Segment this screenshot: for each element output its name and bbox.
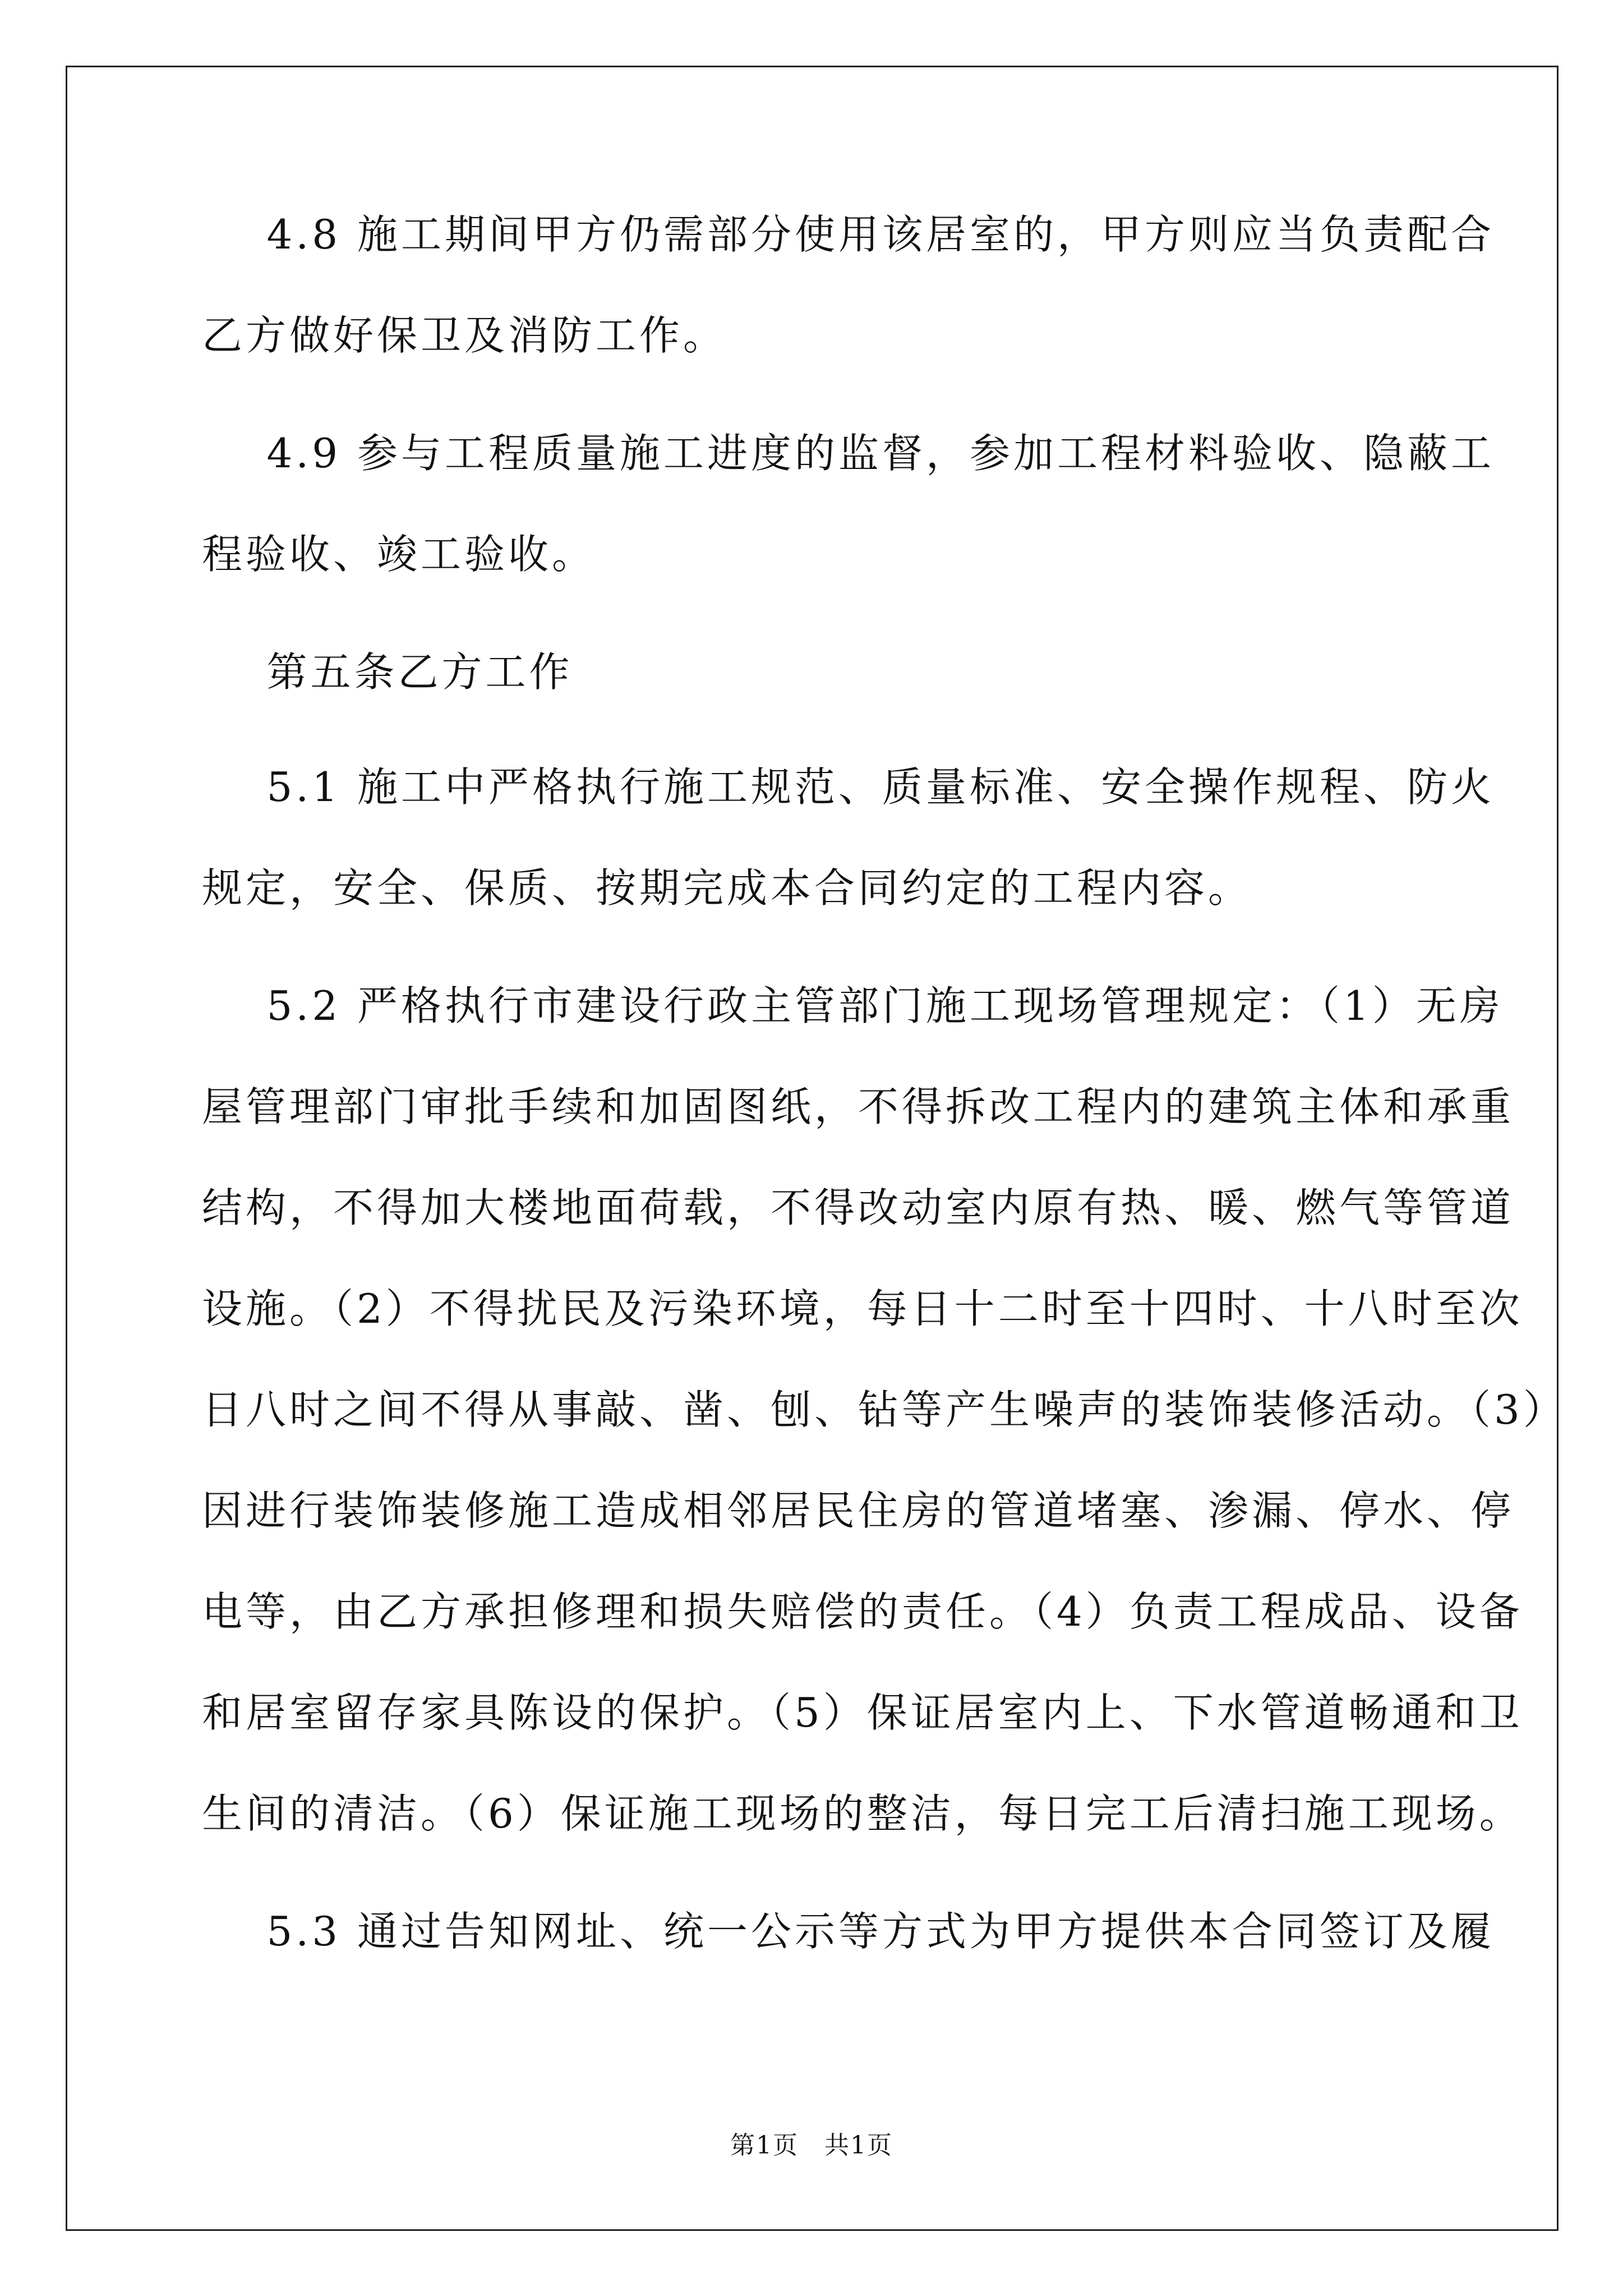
- text-line: 5.1 施工中严格执行施工规范、质量标准、安全操作规程、防火: [202, 763, 1495, 811]
- text-line: 乙方做好保卫及消防工作。: [202, 312, 727, 359]
- text-line: 因进行装饰装修施工造成相邻居民住房的管道堵塞、渗漏、停水、停: [202, 1487, 1515, 1534]
- text-line: 生间的清洁。（6）保证施工现场的整洁，每日完工后清扫施工现场。: [202, 1790, 1523, 1837]
- page-footer: 第1页 共1页: [730, 2131, 893, 2160]
- text-line: 结构，不得加大楼地面荷载，不得改动室内原有热、暖、燃气等管道: [202, 1184, 1515, 1231]
- text-line: 程验收、竣工验收。: [202, 531, 596, 578]
- text-line: 设施。（2）不得扰民及污染环境，每日十二时至十四时、十八时至次: [202, 1285, 1523, 1332]
- section-heading: 第五条乙方工作: [202, 648, 573, 696]
- text-line: 屋管理部门审批手续和加固图纸，不得拆改工程内的建筑主体和承重: [202, 1083, 1515, 1130]
- text-line: 日八时之间不得从事敲、凿、刨、钻等产生噪声的装饰装修活动。（3）: [202, 1386, 1567, 1433]
- text-line: 规定，安全、保质、按期完成本合同约定的工程内容。: [202, 864, 1252, 912]
- text-line: 4.8 施工期间甲方仍需部分使用该居室的，甲方则应当负责配合: [202, 211, 1495, 258]
- text-line: 电等，由乙方承担修理和损失赔偿的责任。（4）负责工程成品、设备: [202, 1588, 1523, 1635]
- text-line: 4.9 参与工程质量施工进度的监督，参加工程材料验收、隐蔽工: [202, 430, 1495, 477]
- text-line: 5.3 通过告知网址、统一公示等方式为甲方提供本合同签订及履: [202, 1908, 1495, 1955]
- text-line: 5.2 严格执行市建设行政主管部门施工现场管理规定：（1）无房: [202, 982, 1504, 1029]
- text-line: 和居室留存家具陈设的保护。（5）保证居室内上、下水管道畅通和卫: [202, 1689, 1523, 1736]
